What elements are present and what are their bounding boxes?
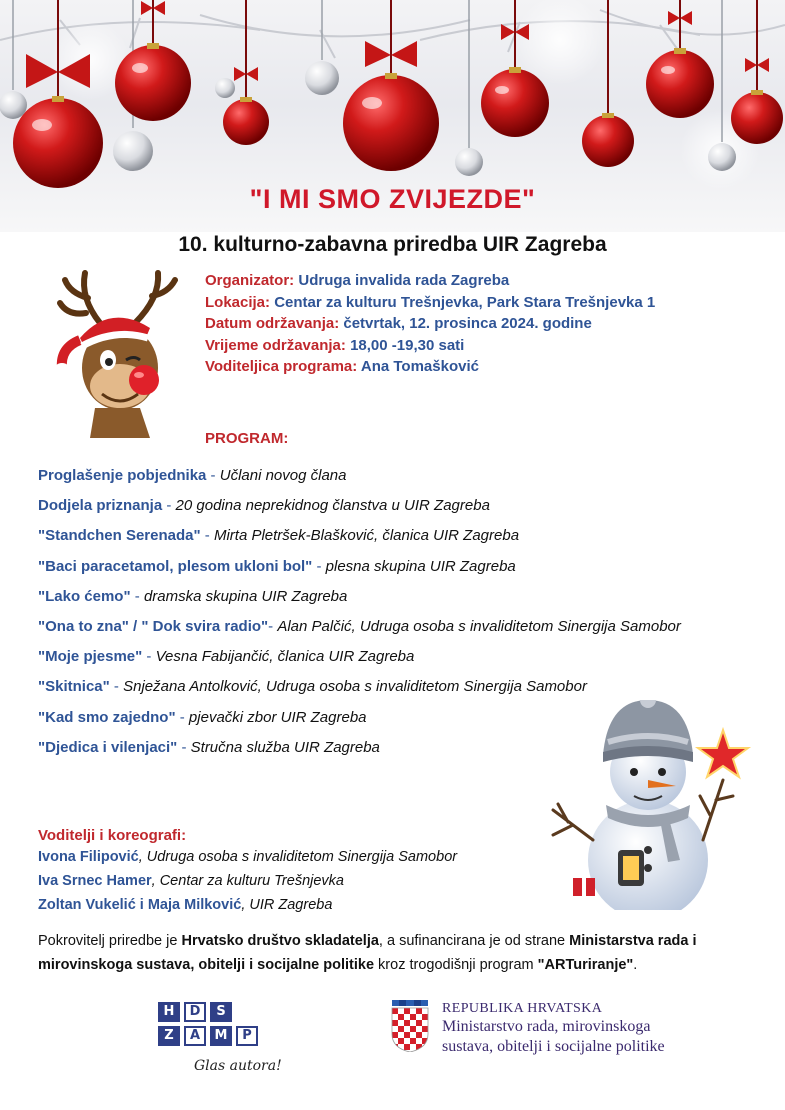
host-organization: , Centar za kulturu Trešnjevka xyxy=(151,873,344,889)
program-item-title: "Moje pjesme" xyxy=(38,648,143,666)
logo-letter: Z xyxy=(158,1026,180,1046)
program-item xyxy=(38,467,681,497)
program-item-performer: pjevački zbor UIR Zagreba xyxy=(188,708,367,726)
program-item-title: Dodjela priznanja xyxy=(38,497,163,515)
host-organization: , UIR Zagreba xyxy=(241,897,333,913)
logo-letter: S xyxy=(210,1002,232,1022)
program-item xyxy=(38,497,681,527)
program-item-separator: - xyxy=(312,557,326,575)
info-value: četvrtak, 12. prosinca 2024. godine xyxy=(339,315,592,332)
croatian-coat-of-arms-icon xyxy=(390,1000,430,1052)
ministry-line-1: REPUBLIKA HRVATSKA xyxy=(442,1001,603,1016)
program-item-performer: Alan Palčić, Udruga osoba s invaliditetom Sinergija Samobor xyxy=(277,617,681,635)
logo-letter: M xyxy=(210,1026,232,1046)
program-item-title: "Baci paracetamol, plesom ukloni bol" xyxy=(38,557,313,575)
info-organizer xyxy=(205,270,655,292)
host-name: Iva Srnec Hamer xyxy=(38,873,152,889)
program-name: "ARTuriranje" xyxy=(537,957,634,973)
co-funder-name: Ministarstva rada i mirovinskoga sustava, obitelji i socijalne politike xyxy=(38,933,697,973)
program-item-title: "Djedica i vilenjaci" xyxy=(38,738,178,756)
program-item-performer: 20 godina neprekidnog članstva u UIR Zagreba xyxy=(175,497,490,515)
program-item-separator: - xyxy=(177,738,191,756)
sponsor-name: Hrvatsko društvo skladatelja xyxy=(181,933,379,949)
ministry-name xyxy=(442,1001,665,1057)
event-subtitle: 10. kulturno-zabavna priredba UIR Zagreba xyxy=(178,233,607,256)
program-item-performer: plesna skupina UIR Zagreba xyxy=(325,557,516,575)
program-item-performer: Vesna Fabijančić, članica UIR Zagreba xyxy=(155,648,415,666)
program-item xyxy=(38,618,681,648)
program-item-title: Proglašenje pobjednika xyxy=(38,467,207,484)
reindeer-illustration xyxy=(40,268,185,443)
info-value: Centar za kulturu Trešnjevka, Park Stara Trešnjevka 1 xyxy=(270,293,656,311)
program-item xyxy=(38,527,681,557)
host-item xyxy=(38,897,457,921)
hds-tagline: Glas autora! xyxy=(194,1058,282,1074)
hosts-heading: Voditelji i koreografi: xyxy=(38,827,187,844)
program-item-performer: dramska skupina UIR Zagreba xyxy=(143,587,348,605)
host-name: Ivona Filipović xyxy=(38,849,139,865)
host-item xyxy=(38,849,457,873)
hosts-list xyxy=(38,849,457,921)
program-item-separator: - xyxy=(142,648,156,666)
host-item xyxy=(38,873,457,897)
ministry-line-2: Ministarstvo rada, mirovinskoga xyxy=(442,1018,651,1035)
info-value: 18,00 -19,30 sati xyxy=(345,336,465,354)
info-label: Voditeljica programa: xyxy=(205,358,358,375)
info-date xyxy=(205,313,655,335)
program-item-title: "Ona to zna" / " Dok svira radio" xyxy=(38,617,269,635)
host-name: Zoltan Vukelić i Maja Milković xyxy=(38,897,242,913)
program-item-title: "Kad smo zajedno" xyxy=(38,708,176,726)
event-info xyxy=(205,270,655,378)
program-item xyxy=(38,588,681,618)
sponsor-text: , a sufinancirana je od strane xyxy=(378,933,570,949)
info-label: Organizator: xyxy=(205,272,295,289)
logo-letter: A xyxy=(184,1026,206,1046)
host-organization: , Udruga osoba s invaliditetom Sinergija Samobor xyxy=(138,849,458,865)
sponsor-text: . xyxy=(633,957,638,973)
program-heading: PROGRAM: xyxy=(205,430,289,447)
info-value: Udruga invalida rada Zagreba xyxy=(294,272,510,289)
info-label: Lokacija: xyxy=(205,293,271,311)
program-item-separator: - xyxy=(130,587,144,605)
program-item-separator: - xyxy=(175,708,189,726)
sponsor-paragraph xyxy=(38,929,758,977)
sponsor-text: kroz trogodišnji program xyxy=(374,957,538,973)
info-value: Ana Tomašković xyxy=(357,358,479,375)
program-item xyxy=(38,558,681,588)
info-location xyxy=(205,292,655,314)
program-item-title: "Standchen Serenada" xyxy=(38,527,201,545)
program-item-performer: Učlani novog člana xyxy=(219,467,347,484)
event-title: "I MI SMO ZVIJEZDE" xyxy=(249,184,536,214)
program-item-separator: - xyxy=(200,527,214,545)
info-label: Datum održavanja: xyxy=(205,315,340,332)
sponsor-text: Pokrovitelj priredbe je xyxy=(38,933,182,949)
info-host xyxy=(205,356,655,378)
program-item xyxy=(38,648,681,678)
program-item-performer: Snježana Antolković, Udruga osoba s invaliditetom Sinergija Samobor xyxy=(123,678,587,696)
program-item-separator: - xyxy=(109,678,124,696)
program-item-separator: - xyxy=(268,617,278,635)
logo-letter: D xyxy=(184,1002,206,1022)
info-time xyxy=(205,335,655,357)
logo-letter: P xyxy=(236,1026,258,1046)
logo-letter: H xyxy=(158,1002,180,1022)
program-item-performer: Mirta Pletršek-Blašković, članica UIR Zagreba xyxy=(213,527,520,545)
program-item-performer: Stručna služba UIR Zagreba xyxy=(190,738,380,756)
program-item-separator: - xyxy=(206,467,220,484)
info-label: Vrijeme održavanja: xyxy=(205,336,346,354)
program-item-separator: - xyxy=(162,497,176,515)
program-item-title: "Lako ćemo" xyxy=(38,587,131,605)
snowman-illustration xyxy=(548,700,763,915)
ministry-logo xyxy=(390,1000,665,1057)
ministry-line-3: sustava, obitelji i socijalne politike xyxy=(442,1038,665,1055)
program-item-title: "Skitnica" xyxy=(38,678,110,696)
